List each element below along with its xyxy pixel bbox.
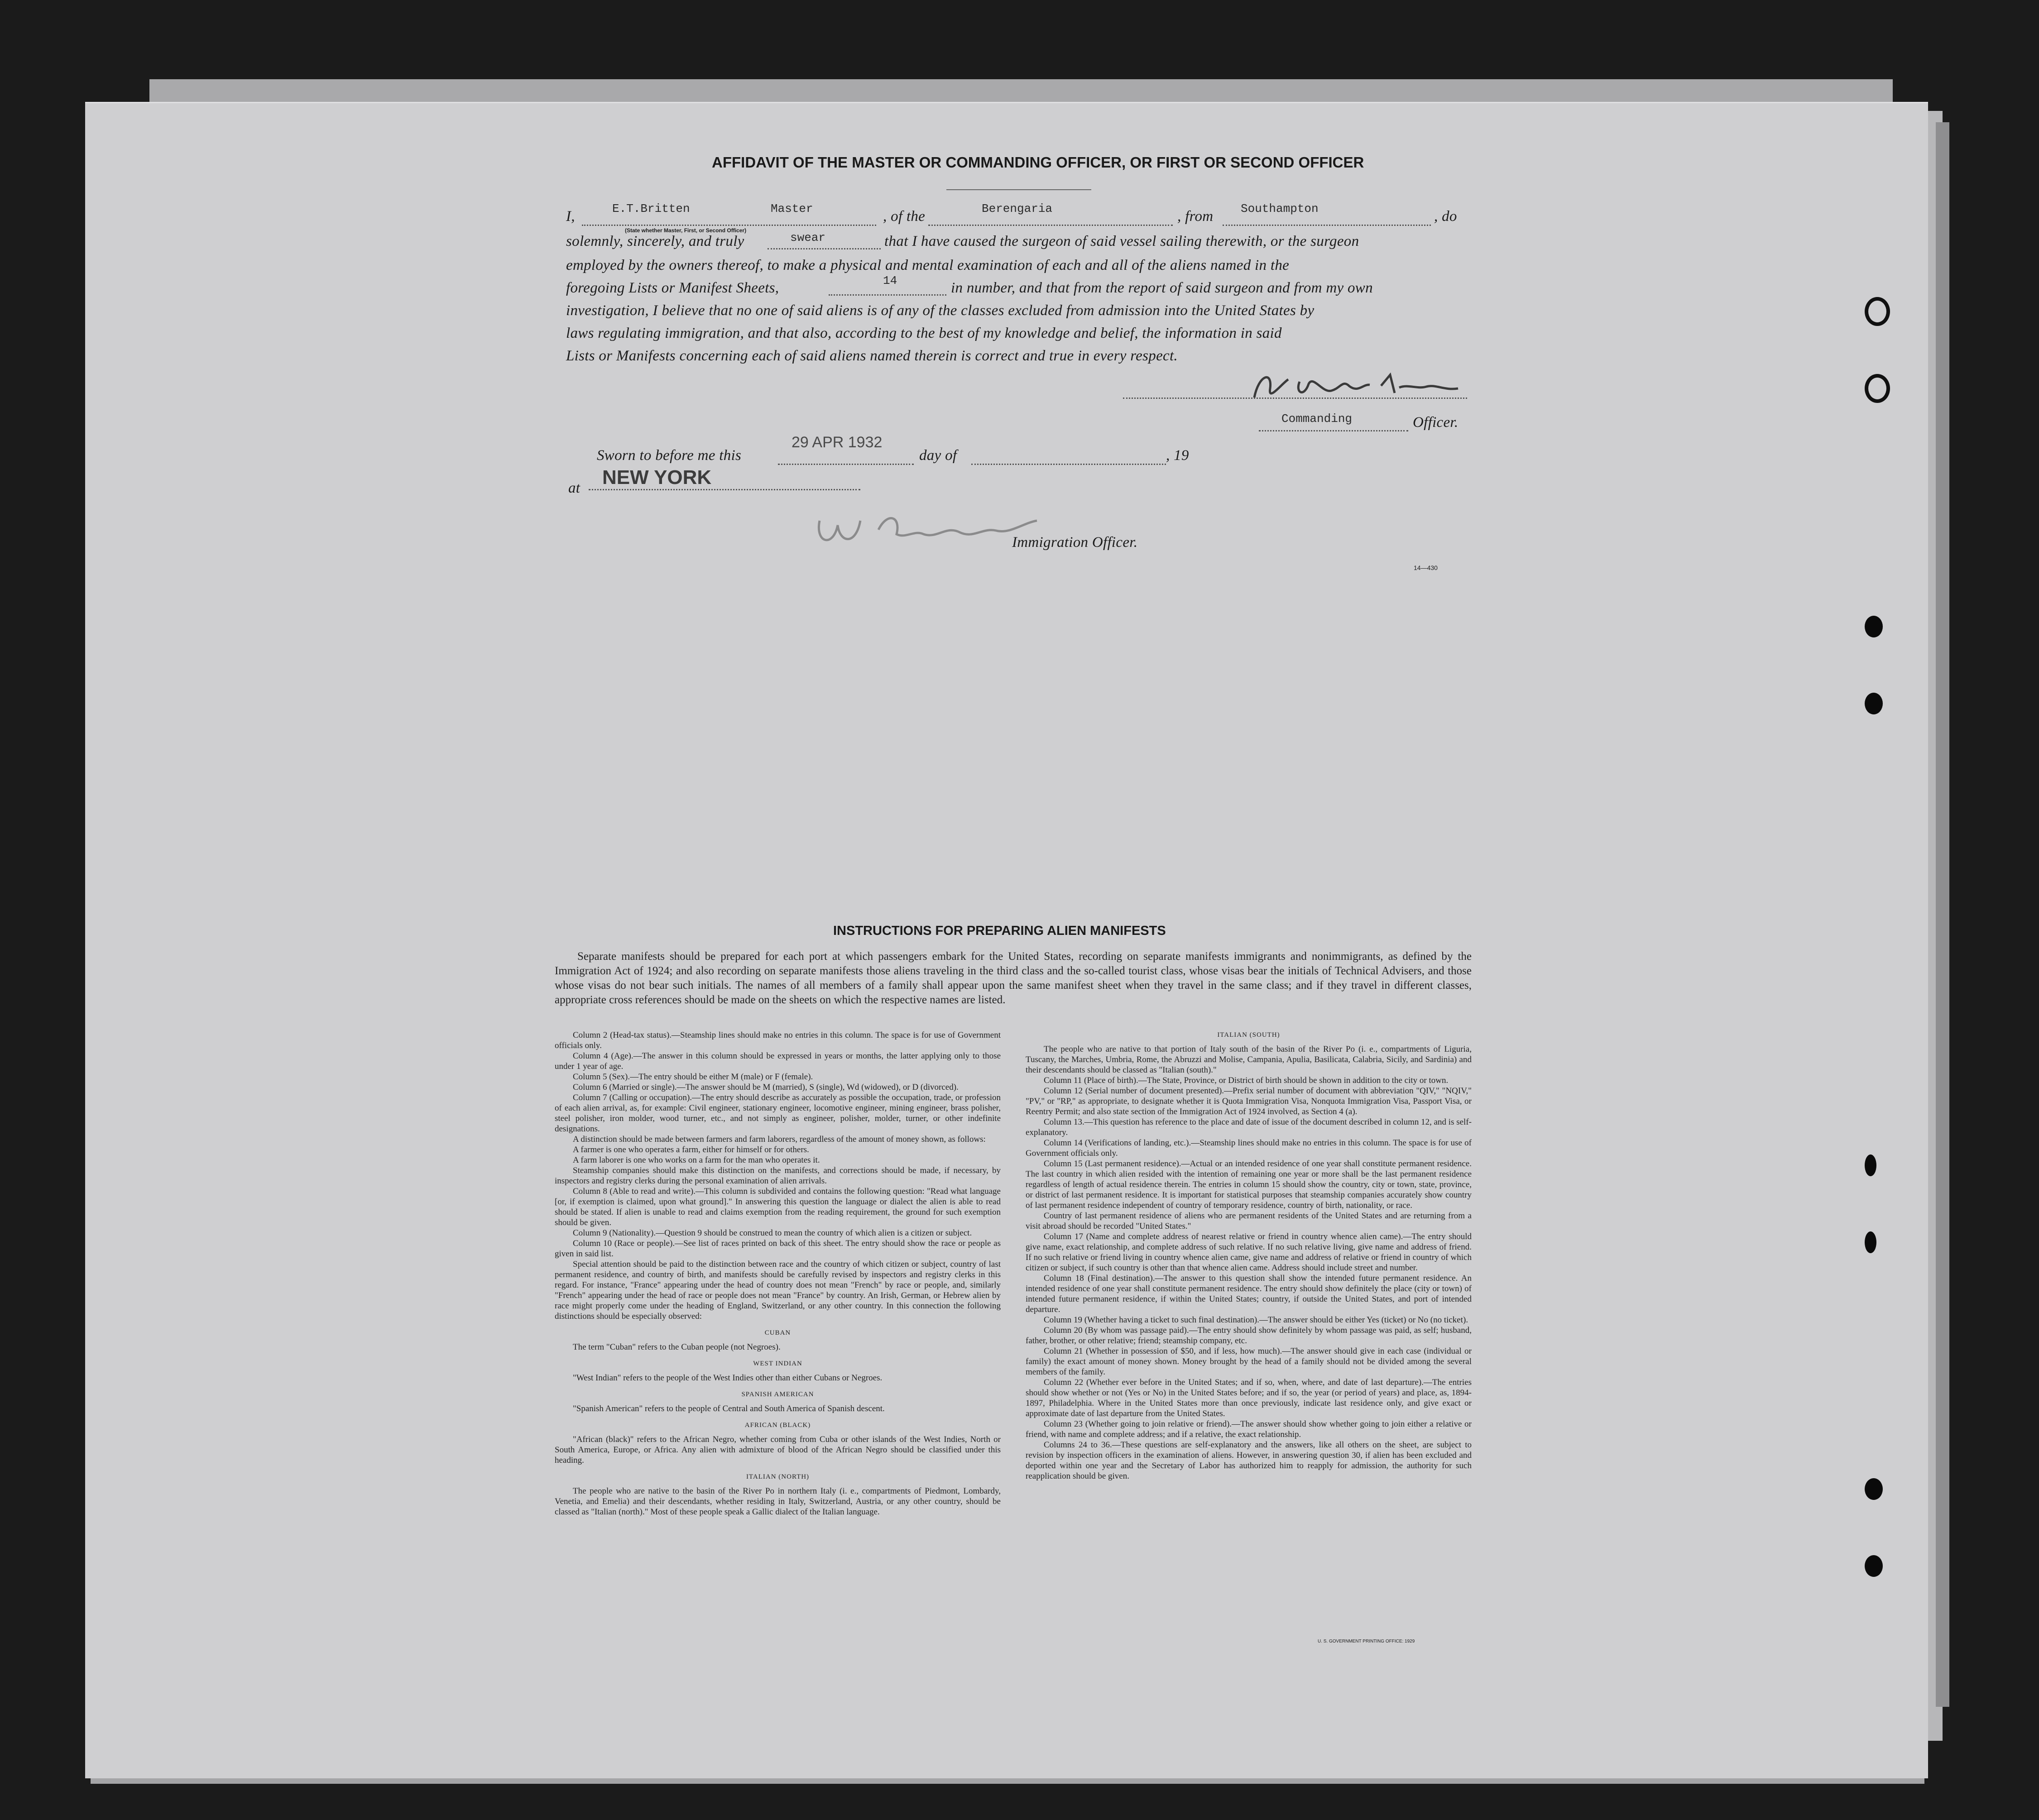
affidavit-line-7: Lists or Manifests concerning each of said aliens named therein is correct and true in every respect. — [566, 348, 1178, 364]
officer-rank-dotline — [1259, 430, 1408, 431]
right-paragraph: Column 11 (Place of birth).—The State, Province, or District of birth should be shown in addition to the city or town. — [1044, 1076, 1449, 1085]
master-rank: Master — [771, 202, 813, 216]
section-text: The term "Cuban" refers to the Cuban people (not Negroes). — [573, 1342, 781, 1352]
title-rule — [946, 189, 1091, 190]
line4-b: in number, and that from the report of said surgeon and from my own — [951, 280, 1373, 296]
sheet-count: 14 — [883, 274, 897, 287]
day-of: day of — [919, 447, 957, 464]
binder-hole-3 — [1865, 1154, 1876, 1176]
line4-a: foregoing Lists or Manifest Sheets, — [566, 280, 779, 296]
left-paragraph: A farmer is one who operates a farm, either for himself or for others. — [573, 1145, 809, 1154]
master-name: E.T.Britten — [612, 202, 690, 216]
left-paragraph: Column 7 (Calling or occupation).—The entry should describe as accurately as possible the occupation, trade, or profession of each alien arrival, as, for example: Civil engineer, stationary engineer, locomotive engineer, mining engineer, brass polisher, steel polisher, iron molder, wood turner, etc., and not simply as engineer, polisher, molder, turner, or other indefinite designations. — [555, 1093, 1001, 1134]
section-heading: ITALIAN (SOUTH) — [1217, 1031, 1280, 1039]
affidavit-line-5: investigation, I believe that no one of said aliens is of any of the classes excluded from admission into the United States by — [566, 302, 1315, 319]
officer-rank: Commanding — [1281, 412, 1353, 426]
left-paragraph: Column 10 (Race or people).—See list of races printed on back of this sheet. The entry should show the race or people as given in said list. — [555, 1239, 1001, 1259]
printer-imprint: U. S. GOVERNMENT PRINTING OFFICE: 1929 — [1318, 1639, 1415, 1644]
line1-from: , from — [1177, 208, 1214, 225]
left-paragraph: Column 4 (Age).—The answer in this column should be expressed in years or months, the latter applying only to those under 1 year of age. — [555, 1051, 1001, 1071]
instructions-title: INSTRUCTIONS FOR PREPARING ALIEN MANIFESTS — [833, 924, 1166, 938]
section-heading: SPANISH AMERICAN — [741, 1391, 814, 1398]
officer-label: Officer. — [1413, 414, 1458, 431]
line2-a: solemnly, sincerely, and truly — [566, 233, 744, 249]
affidavit-line-3: employed by the owners thereof, to make a physical and mental examination of each and all of the aliens named in the — [566, 257, 1290, 273]
instructions-intro — [555, 949, 1472, 1007]
place-stamp: NEW YORK — [602, 466, 712, 489]
right-paragraph: Column 20 (By whom was passage paid).—The entry should show definitely by whom passage was paid, as self; husband, father, brother, or other relative; friend; steamship company, etc. — [1026, 1326, 1472, 1346]
affidavit-line-6: laws regulating immigration, and that also, according to the best of my knowledge and belief, the information in said — [566, 325, 1282, 341]
vessel-name: Berengaria — [982, 202, 1053, 216]
line1-do: , do — [1434, 208, 1457, 225]
right-paragraph: Column 12 (Serial number of document presented).—Prefix serial number of document with abbreviation "QIV," "NQIV," "PV," or "RP," as appropriate, to designate whether it is Quota Immigration Visa, Nonquota Immigration Visa, Passport Visa, or Reentry Permit; and also state section of the Immigration Act of 1924 involved, as Section 4 (a). — [1026, 1086, 1472, 1116]
right-paragraph: Column 17 (Name and complete address of nearest relative or friend in country whence alien came).—The entry should give name, exact relationship, and complete address of such relative. If no such relative living, give name and address of friend. If no such relative or friend living in country whence alien came, give name and address of relative or friend in country of which citizen or subject, if such country is other than that whence alien came. Address should include street and number. — [1026, 1232, 1472, 1273]
swear-dotline — [768, 248, 881, 249]
affidavit-title: AFFIDAVIT OF THE MASTER OR COMMANDING OFFICER, OR FIRST OR SECOND OFFICER — [712, 154, 1364, 171]
line2-b: that I have caused the surgeon of said vessel sailing therewith, or the surgeon — [884, 233, 1359, 249]
right-paragraph: Column 23 (Whether going to join relative or friend).—The answer should show whether going to join either a relative or friend, with name and complete address; and if a relative, the exact relationship. — [1026, 1419, 1472, 1439]
month-dotline — [971, 464, 1166, 465]
port-dotline — [1223, 225, 1431, 226]
page-edge-right-2 — [1936, 122, 1949, 1707]
binder-hole-6 — [1865, 1555, 1883, 1577]
left-paragraph: Column 6 (Married or single).—The answer should be M (married), S (single), Wd (widowed), or D (divorced). — [573, 1082, 959, 1092]
right-paragraph: Column 18 (Final destination).—The answer to this question shall show the intended future permanent residence. An intended residence of one year shall constitute permanent residence. The entry should show definitely the place (city or town) of intended future permanent residence, if within the United States; country, if outside the United States, and port of intended departure. — [1026, 1274, 1472, 1314]
year-prefix: , 19 — [1166, 447, 1189, 464]
right-paragraph: Column 13.—This question has reference to the place and date of issue of the document described in column 12, and is self-explanatory. — [1026, 1117, 1472, 1137]
affidavit-line-4 — [566, 280, 1472, 297]
sheets-dotline — [829, 294, 946, 296]
left-paragraph: A distinction should be made between farmers and farm laborers, regardless of the amount of money shown, as follows: — [573, 1135, 986, 1144]
section-heading: AFRICAN (BLACK) — [744, 1422, 811, 1429]
section-text: "African (black)" refers to the African Negro, whether coming from Cuba or other islands of the West Indies, North or South America, Europe, or Africa. Any alien with admixture of blood of the African Negro should be classified under this heading. — [555, 1435, 1001, 1465]
oath-word: swear — [790, 231, 826, 244]
right-paragraph: Columns 24 to 36.—These questions are self-explanatory and the answers, like all others on the sheet, are subject to revision by inspection officers in the examination of aliens. However, in answering question 30, if alien has been excluded and deported within one year and the Secretary of Labor has authorized him to reapply for admission, the authority for such reapplication should be given. — [1026, 1440, 1472, 1481]
section-text: "West Indian" refers to the people of the West Indies other than either Cubans or Negroes. — [573, 1373, 883, 1383]
name-dotline — [582, 225, 876, 226]
at-label: at — [568, 480, 581, 496]
sworn-day-dotline — [778, 464, 914, 465]
form-number: 14—430 — [1414, 564, 1438, 571]
rank-note: (State whether Master, First, or Second Officer) — [625, 227, 747, 234]
binder-clip-2 — [1865, 374, 1890, 403]
right-paragraph: Column 19 (Whether having a ticket to such final destination).—The answer should be either Yes (ticket) or No (no ticket). — [1044, 1315, 1468, 1325]
right-paragraph: The people who are native to that portion of Italy south of the basin of the River Po (i. e., compartments of Liguria, Tuscany, the Marches, Umbria, Rome, the Abruzzi and Molise, Campania, Apulia, Basilicata, Calabria, Sicily, and Sardinia) and their descendants should be classed as "Italian (south)." — [1026, 1044, 1472, 1075]
instructions-left-column — [555, 1030, 1001, 1517]
section-text: The people who are native to the basin of the River Po in northern Italy (i. e., compartments of Piedmont, Lombardy, Venetia, and Emelia) and their descendants, whether residing in Italy, Switzerland, Austria, or any other country, should be classed as "Italian (north)." Most of these people speak a Gallic dialect of the Italian language. — [555, 1486, 1001, 1517]
binder-hole-1 — [1865, 616, 1883, 637]
instructions-right-column — [1026, 1030, 1472, 1481]
departure-port: Southampton — [1241, 202, 1319, 216]
binder-hole-5 — [1865, 1478, 1883, 1500]
section-heading: CUBAN — [764, 1329, 791, 1336]
section-heading: ITALIAN (NORTH) — [746, 1473, 810, 1480]
left-paragraph: Column 8 (Able to read and write).—This column is subdivided and contains the following question: "Read what language [or, if exemption is claimed, upon what ground]." In answering this question the language or dialect the alien is able to read should be stated. If alien is unable to read and claims exemption from the reading requirement, the ground for such exemption should be given. — [555, 1187, 1001, 1227]
right-paragraph: Column 14 (Verifications of landing, etc.).—Steamship lines should make no entries in this column. The space is for use of Government officials only. — [1026, 1138, 1472, 1158]
left-paragraph: Column 2 (Head-tax status).—Steamship lines should make no entries in this column. The space is for use of Government officials only. — [555, 1030, 1001, 1050]
right-paragraph: Column 15 (Last permanent residence).—Actual or an intended residence of one year shall constitute permanent residence. The last country in which alien resided with the intention of remaining one year or more shall be the last permanent residence regardless of length of actual residence therein. The entries in column 15 should show the country, city or town, state, province, or district of last permanent residence. It is important for statistical purposes that steamship companies accurately show country of last permanent residence independent of country of temporary residence, country of birth, nationality, or race. — [1026, 1159, 1472, 1210]
right-paragraph: Column 21 (Whether in possession of $50, and if less, how much).—The answer should give in each case (individual or family) the exact amount of money shown. Money brought by the head of a family should not be divided among the several members of the family. — [1026, 1346, 1472, 1377]
binder-hole-2 — [1865, 693, 1883, 714]
binder-hole-4 — [1865, 1231, 1876, 1253]
place-dotline — [589, 489, 860, 490]
left-paragraph: A farm laborer is one who works on a farm for the man who operates it. — [573, 1155, 820, 1165]
left-paragraph: Column 5 (Sex).—The entry should be either M (male) or F (female). — [573, 1072, 813, 1082]
intro-text: Separate manifests should be prepared for each port at which passengers embark for the United States, recording on separate manifests immigrants and nonimmigrants, as defined by the Immigration Act of 1924; and also recording on separate manifests those aliens traveling in the third class and the so-called tourist class, whose visas bear the initials of Technical Advisers, and those whose visas do not bear such initials. The names of all members of a family shall appear upon the same manifest sheet when they travel in the same class; and if they travel in different classes, appropriate cross references should be made on the sheets on which the respective names are listed. — [555, 950, 1472, 1006]
sworn-before: Sworn to before me this — [597, 447, 742, 464]
left-paragraph: Column 9 (Nationality).—Question 9 should be construed to mean the country of which alien is a citizen or subject. — [573, 1228, 972, 1238]
line1-i: I, — [566, 208, 575, 225]
master-signature-line — [1123, 398, 1467, 399]
immigration-officer-label: Immigration Officer. — [1012, 534, 1138, 551]
right-paragraph: Country of last permanent residence of aliens who are permanent residents of the United States and are returning from a visit abroad should be recorded "United States." — [1026, 1211, 1472, 1231]
section-heading: WEST INDIAN — [753, 1360, 802, 1367]
vessel-dotline — [928, 225, 1173, 226]
binder-clip-1 — [1865, 297, 1890, 326]
left-paragraph: Special attention should be paid to the distinction between race and the country of which citizen or subject, country of last permanent residence, and country of birth, and manifests should be carefully revised by inspectors and registry clerks in this regard. For instance, "France" appearing under the head of country does not mean "French" by race or people, and, similarly "French" appearing under the head of race or people does not mean "France" by country. An Irish, German, or Hebrew alien by race might properly come under the heading of England, Switzerland, or any other country. In this connection the following distinctions should be especially observed: — [555, 1260, 1001, 1321]
right-paragraph: Column 22 (Whether ever before in the United States; and if so, when, where, and date of last departure).—The entries should show whether or not (Yes or No) in the United States before; and if so, the year (or period of years) and place, as, 1894-1897, Philadelphia. Where in the United States more than once previously, indicate last residence only, and give exact or approximate date of last departure from the United States. — [1026, 1378, 1472, 1418]
section-text: "Spanish American" refers to the people of Central and South America of Spanish descent. — [573, 1404, 885, 1413]
master-signature — [1245, 366, 1472, 409]
left-paragraph: Steamship companies should make this distinction on the manifests, and corrections should be made, if necessary, by inspectors and registry clerks during the personal examination of alien arrivals. — [555, 1166, 1001, 1186]
line1-of-the: , of the — [883, 208, 926, 225]
date-stamp: 29 APR 1932 — [792, 434, 883, 451]
affidavit-line-2 — [566, 233, 1472, 250]
